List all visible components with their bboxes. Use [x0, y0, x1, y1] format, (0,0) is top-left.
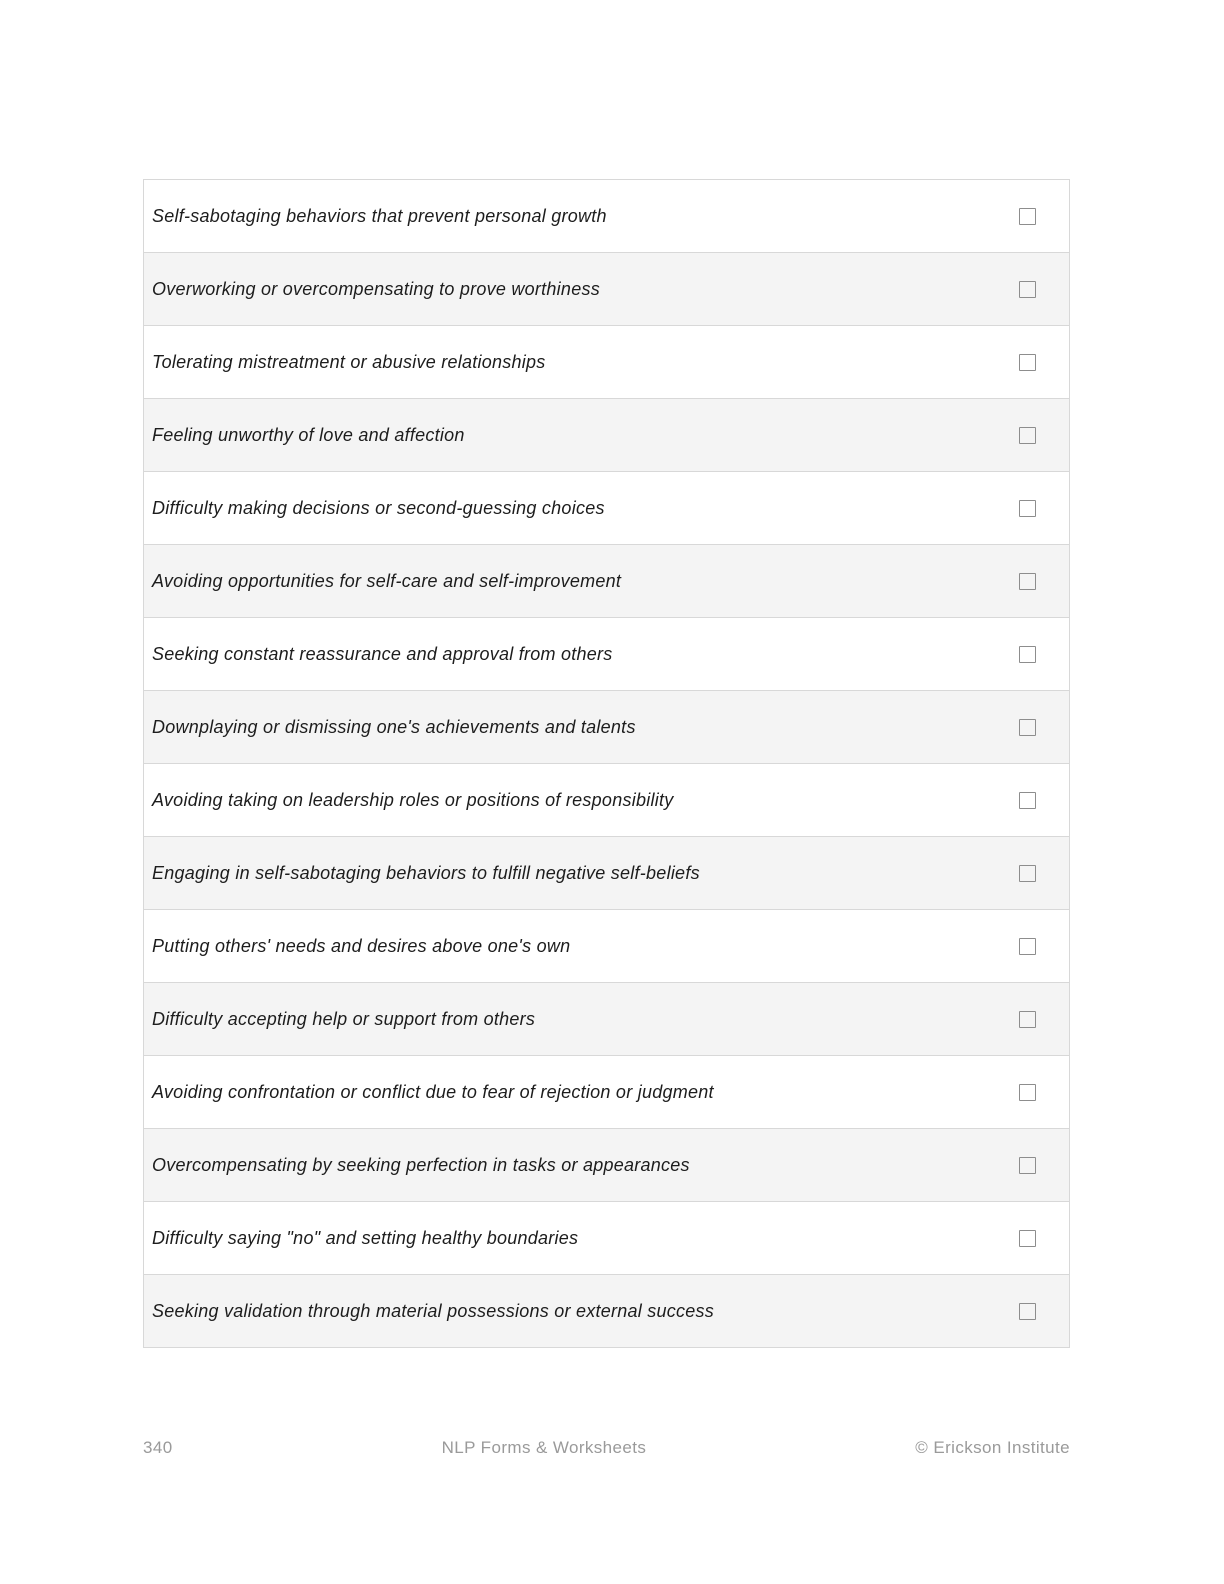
checklist-row[interactable]	[144, 1056, 1069, 1129]
checklist-checkbox-cell[interactable]	[985, 1011, 1069, 1028]
checklist-checkbox-cell[interactable]	[985, 1230, 1069, 1247]
checklist-checkbox-cell[interactable]	[985, 1157, 1069, 1174]
checklist-row[interactable]	[144, 618, 1069, 691]
checklist-item-label: Difficulty saying "no" and setting healthy boundaries	[152, 1227, 579, 1248]
checkbox-icon[interactable]	[1019, 719, 1036, 736]
footer-page-number: 340	[143, 1438, 173, 1457]
checkbox-icon[interactable]	[1019, 938, 1036, 955]
checklist-row[interactable]	[144, 472, 1069, 545]
checkbox-icon[interactable]	[1019, 646, 1036, 663]
checkbox-icon[interactable]	[1019, 1011, 1036, 1028]
checklist-row[interactable]	[144, 764, 1069, 837]
checklist-checkbox-cell[interactable]	[985, 792, 1069, 809]
checklist-item-label: Difficulty making decisions or second-guessing choices	[152, 497, 605, 518]
checklist-checkbox-cell[interactable]	[985, 500, 1069, 517]
checklist-checkbox-cell[interactable]	[985, 1303, 1069, 1320]
checklist-item-label: Putting others' needs and desires above one's own	[152, 935, 571, 956]
checkbox-icon[interactable]	[1019, 281, 1036, 298]
checklist-row[interactable]	[144, 1202, 1069, 1275]
checklist-checkbox-cell[interactable]	[985, 719, 1069, 736]
checkbox-icon[interactable]	[1019, 792, 1036, 809]
checklist-row[interactable]	[144, 691, 1069, 764]
checklist-row[interactable]	[144, 399, 1069, 472]
checklist-item-label: Feeling unworthy of love and affection	[152, 424, 465, 445]
checklist-row[interactable]	[144, 1275, 1069, 1348]
checkbox-icon[interactable]	[1019, 865, 1036, 882]
checklist-item-label: Seeking validation through material possessions or external success	[152, 1300, 715, 1321]
checklist-item-label: Avoiding opportunities for self-care and self-improvement	[152, 570, 622, 591]
checklist-row[interactable]	[144, 253, 1069, 326]
checklist-item-label: Avoiding taking on leadership roles or positions of responsibility	[152, 789, 674, 810]
checkbox-icon[interactable]	[1019, 1157, 1036, 1174]
checklist-row[interactable]	[144, 545, 1069, 618]
checklist-row[interactable]	[144, 326, 1069, 399]
checklist-checkbox-cell[interactable]	[985, 573, 1069, 590]
checkbox-icon[interactable]	[1019, 1303, 1036, 1320]
checklist-checkbox-cell[interactable]	[985, 1084, 1069, 1101]
checklist-item-label: Downplaying or dismissing one's achievements and talents	[152, 716, 636, 737]
checklist-checkbox-cell[interactable]	[985, 938, 1069, 955]
page-footer	[143, 1434, 1070, 1462]
checklist-row[interactable]	[144, 837, 1069, 910]
checkbox-icon[interactable]	[1019, 573, 1036, 590]
footer-copyright: © Erickson Institute	[915, 1438, 1070, 1457]
checklist-row[interactable]	[144, 983, 1069, 1056]
checklist-checkbox-cell[interactable]	[985, 354, 1069, 371]
checklist-item-label: Overcompensating by seeking perfection in tasks or appearances	[152, 1154, 690, 1175]
checkbox-icon[interactable]	[1019, 1084, 1036, 1101]
checklist-checkbox-cell[interactable]	[985, 865, 1069, 882]
checklist-checkbox-cell[interactable]	[985, 208, 1069, 225]
checklist-row[interactable]	[144, 1129, 1069, 1202]
checklist-item-label: Tolerating mistreatment or abusive relationships	[152, 351, 546, 372]
checklist-row[interactable]	[144, 180, 1069, 253]
checklist-checkbox-cell[interactable]	[985, 281, 1069, 298]
checklist-checkbox-cell[interactable]	[985, 427, 1069, 444]
checkbox-icon[interactable]	[1019, 1230, 1036, 1247]
checklist-item-label: Seeking constant reassurance and approval from others	[152, 643, 613, 664]
checklist-row[interactable]	[144, 910, 1069, 983]
checklist-item-label: Engaging in self-sabotaging behaviors to fulfill negative self-beliefs	[152, 862, 700, 883]
checklist-item-label: Avoiding confrontation or conflict due to fear of rejection or judgment	[152, 1081, 714, 1102]
checklist-item-label: Self-sabotaging behaviors that prevent personal growth	[152, 205, 607, 226]
checkbox-icon[interactable]	[1019, 427, 1036, 444]
checklist-item-label: Overworking or overcompensating to prove worthiness	[152, 278, 600, 299]
checkbox-icon[interactable]	[1019, 354, 1036, 371]
checkbox-icon[interactable]	[1019, 208, 1036, 225]
checkbox-icon[interactable]	[1019, 500, 1036, 517]
checklist-table	[143, 179, 1070, 1348]
checklist-checkbox-cell[interactable]	[985, 646, 1069, 663]
footer-title: NLP Forms & Worksheets	[441, 1438, 647, 1457]
checklist-item-label: Difficulty accepting help or support from others	[152, 1008, 536, 1029]
